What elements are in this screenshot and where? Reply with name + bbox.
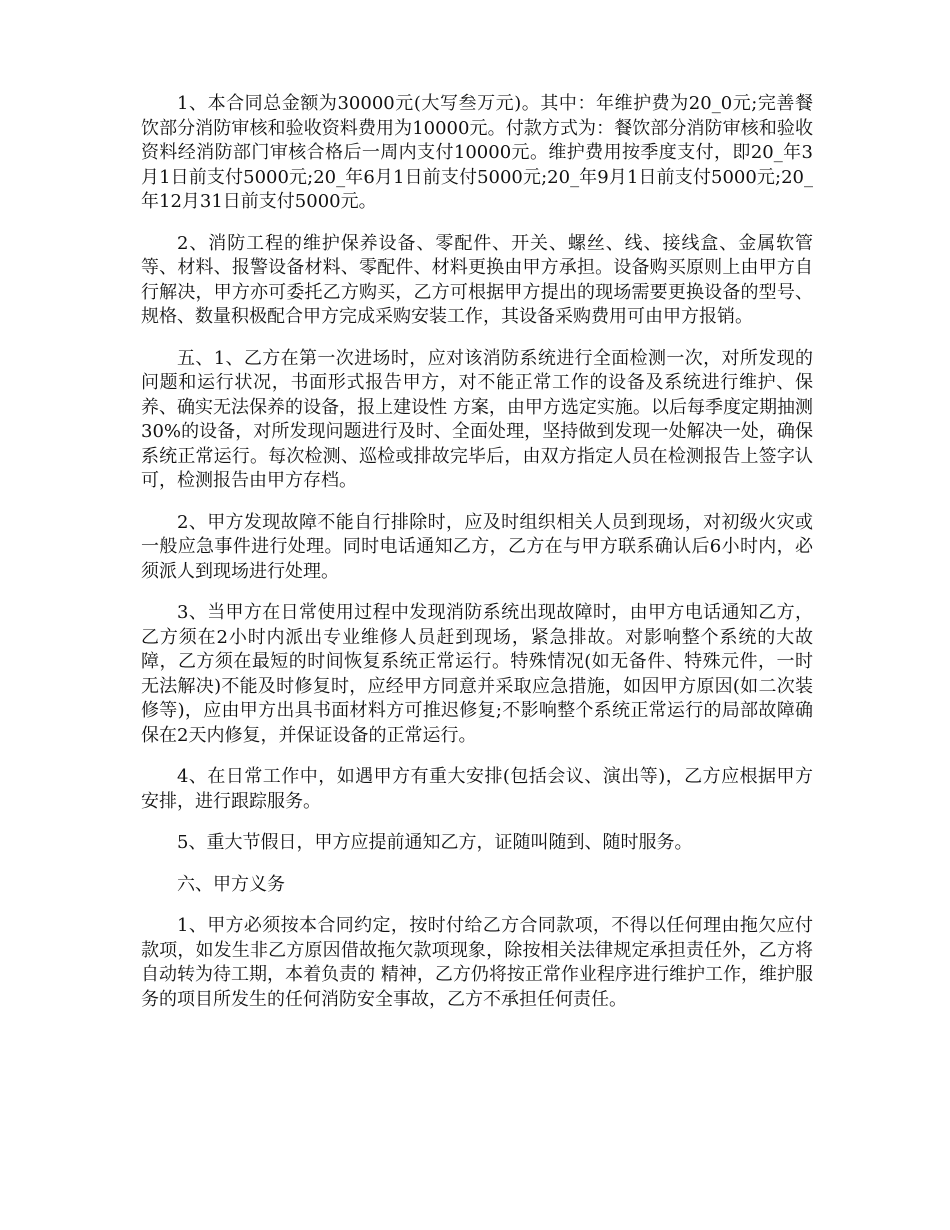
document-body — [141, 92, 813, 1029]
paragraph-payment-obligation: 1、甲方必须按本合同约定，按时付给乙方合同款项，不得以任何理由拖欠应付款项，如发生非乙方原因借故拖欠款项现象，除按相关法律规定承担责任外，乙方将自动转为待工期，本着负责的 精神，乙方仍将按正常作业程序进行维护工作，维护服务的项目所发生的任何消防安全事故，乙方不承担任何责任。 — [141, 915, 813, 1010]
paragraph-event-service: 4、在日常工作中，如遇甲方有重大安排(包括会议、演出等)，乙方应根据甲方安排，进行跟踪服务。 — [141, 766, 813, 812]
paragraph-equipment-costs: 2、消防工程的维护保养设备、零配件、开关、螺丝、线、接线盒、金属软管等、材料、报警设备材料、零配件、材料更换由甲方承担。设备购买原则上由甲方自行解决，甲方亦可委托乙方购买，乙方可根据甲方提出的现场需要更换设备的型号、规格、数量积极配合甲方完成采购安装工作，其设备采购费用可由甲方报销。 — [141, 232, 813, 327]
section-heading-party-a-obligations: 六、甲方义务 — [177, 873, 285, 895]
paragraph-payment-terms: 1、本合同总金额为30000元(大写叁万元)。其中：年维护费为20_0元;完善餐饮部分消防审核和验收资料费用为10000元。付款方式为：餐饮部分消防审核和验收资料经消防部门审核合格后一周内支付10000元。维护费用按季度支付，即20_年3月1日前支付5000元;20_年6月1日前支付5000元;20_年9月1日前支付5000元;20_年12月31日前支付5000元。 — [141, 93, 813, 212]
paragraph-fault-handling: 2、甲方发现故障不能自行排除时，应及时组织相关人员到现场，对初级火灾或一般应急事件进行处理。同时电话通知乙方，乙方在与甲方联系确认后6小时内，必须派人到现场进行处理。 — [141, 511, 813, 582]
paragraph-initial-inspection: 五、1、乙方在第一次进场时，应对该消防系统进行全面检测一次，对所发现的问题和运行状况，书面形式报告甲方，对不能正常工作的设备及系统进行维护、保养、确实无法保养的设备，报上建设性 方案，由甲方选定实施。以后每季度定期抽测30%的设备，对所发现问题进行及时、全面处理，坚持做到发现一处解决一处，确保系统正常运行。每次检测、巡检或排故完毕后，由双方指定人员在检测报告上签字认可，检测报告由甲方存档。 — [141, 347, 813, 491]
paragraph-holiday-service: 5、重大节假日，甲方应提前通知乙方，证随叫随到、随时服务。 — [177, 832, 693, 853]
paragraph-emergency-repair: 3、当甲方在日常使用过程中发现消防系统出现故障时，由甲方电话通知乙方，乙方须在2小时内派出专业维修人员赶到现场，紧急排故。对影响整个系统的大故障，乙方须在最短的时间恢复系统正常运行。特殊情况(如无备件、特殊元件，一时无法解决)不能及时修复时，应经甲方同意并采取应急措施，如因甲方原因(如二次装修等)，应由甲方出具书面材料方可推迟修复;不影响整个系统正常运行的局部故障确保在2天内修复，并保证设备的正常运行。 — [141, 602, 813, 746]
